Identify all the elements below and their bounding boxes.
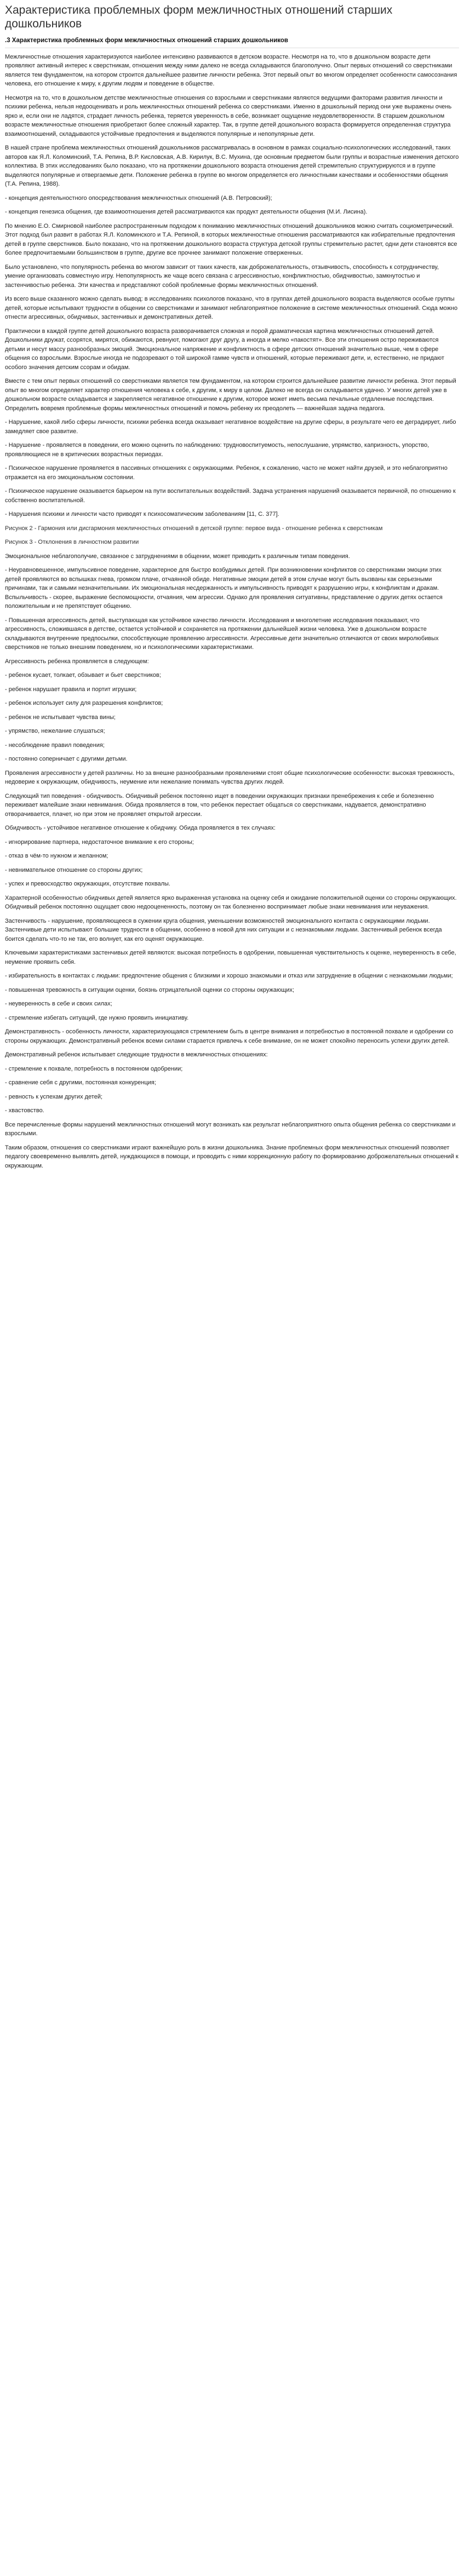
paragraph: Эмоциональное неблагополучие, связанное с затруднениями в общении, может приводить к различным типам поведения. — [5, 553, 350, 560]
paragraph: Демонстративный ребенок испытывает следующие трудности в межличностных отношениях: — [5, 1051, 268, 1059]
paragraph: - концепция генезиса общения, где взаимоотношения детей рассматриваются как продукт деятельности общения (М.И. Лисина). — [5, 209, 368, 216]
paragraph: - ребенок кусает, толкает, обзывает и бьет сверстников; — [5, 672, 161, 679]
paragraph: - игнорирование партнера, недостаточное внимание к его стороны; — [5, 838, 194, 846]
paragraph: - концепция деятельностного опосредствования межличностных отношений (А.В. Петровский); — [5, 194, 272, 202]
paragraph: - упрямство, нежелание слушаться; — [5, 728, 105, 735]
paragraph: Демонстративность - особенность личности, характеризующаяся стремлением быть в центре внимания и потребностью в постоянной похвале и одобрении со стороны окружающих. Демонстративный ребенок всеми силами старается привлечь к себе внимание, он не может спокойно переносить успехи других детей. — [5, 1028, 454, 1044]
paragraph: По мнению Е.О. Смирновой наиболее распространенным подходом к пониманию межличностных отношений дошкольников можно считать социометрический. Этот подход был развит в работах Я.Л. Коломинского и Т.А. Репиной, в которых межличностные отношения рассматриваются как избирательные предпочтения детей в группе сверстников. Было показано, что на протяжении дошкольного возраста структура детской группы стремительно растет, одни дети становятся все более предпочитаемыми большинством в группе, другие все прочнее занимают положение отверженных. — [5, 222, 457, 257]
paragraph: - успех и превосходство окружающих, отсутствие похвалы. — [5, 881, 170, 888]
paragraph: Межличностные отношения характеризуются наиболее интенсивно развиваются в детском возрасте. Несмотря на то, что в дошкольном возрасте дети проявляют активный интерес к сверстникам, отношения между ними далеко не всегда складываются благополучно. Опыт первых отношений со сверстниками является тем фундаментом, на котором строится дальнейшее развитие личности ребенка. Этот первый опыт во многом определяет особенности самосознания человека, его отношение к миру, к другим людям и поведение в обществе. — [5, 53, 457, 88]
paragraph: - повышенная тревожность в ситуации оценки, боязнь отрицательной оценки со стороны окружающих; — [5, 986, 294, 993]
article-body — [5, 53, 459, 1171]
paragraph: - Неуравновешенное, импульсивное поведение, характерное для быстро возбудимых детей. При возникновении конфликтов со сверстниками эмоции этих детей проявляются во вспышках гнева, громком плаче, отчаянной обиде. Негативные эмоции детей в этом случае могут быть вызваны как серьезными причинами, так и самыми незначительными. Их эмоциональная несдержанность и импульсивность приводят к разрушению игры, к конфликтам и дракам. Вспыльчивость - скорее, выражение беспомощности, отчаяния, чем агрессии. Однако для проявления ситуативны, представление о других детях остается положительным и не препятствует общению. — [5, 567, 443, 610]
article — [0, 0, 464, 1170]
paragraph: Было установлено, что популярность ребенка во многом зависит от таких качеств, как доброжелательность, отзывчивость, способность к сотрудничеству, умение организовать совместную игру. Непопулярность же чаще всего связана с агрессивностью, конфликтностью, обидчивостью, замкнутостью и застенчивостью ребенка. Эти качества и представляют собой проблемные формы межличностных отношений. — [5, 263, 439, 289]
paragraph: Характерной особенностью обидчивых детей является ярко выраженная установка на оценку себя и ожидание положительной оценки со стороны окружающих. Обидчивый ребенок постоянно ощущает свою недооцененность, поэтому он так болезненно воспринимает любые знаки невнимания или неуважения. — [5, 894, 457, 911]
paragraph: - ревность к успехам других детей; — [5, 1093, 103, 1100]
figure-caption: Рисунок 2 - Гармония или дисгармония межличностных отношений в детской группе: первое вида - отношение ребенка к сверстникам — [5, 525, 383, 532]
paragraph: - несоблюдение правил поведения; — [5, 741, 105, 749]
paragraph: - Нарушения психики и личности часто приводят к психосоматическим заболеваниям [11, С. 377]. — [5, 511, 279, 518]
paragraph: Несмотря на то, что в дошкольном детстве межличностные отношения со взрослыми и сверстниками являются ведущими факторами развития личности и психики ребенка, нельзя недооценивать и роль межличностных отношений ребенка со сверстниками. Именно в дошкольный период они уже выражены очень ярко и, если они не ладятся, страдает личность ребенка, теряется уверенность в себе, возникает ощущение неудовлетворенности. В старшем дошкольном возрасте межличностные отношения приобретают более сложный характер. Так, в группе детей дошкольного возраста формируется определенная структура взаимоотношений, складываются устойчивые предпочтения и выделяются популярные и непопулярные дети. — [5, 94, 452, 137]
page-title: Характеристика проблемных форм межличностных отношений старших дошкольников — [5, 4, 393, 31]
paragraph: - постоянно соперничает с другими детьми. — [5, 756, 128, 763]
paragraph: - неуверенность в себе и своих силах; — [5, 1001, 112, 1008]
paragraph: Следующий тип поведения - обидчивость. Обидчивый ребенок постоянно ищет в поведении окружающих признаки пренебрежения к себе и болезненно переживает малейшие знаки невнимания. Обида проявляется в том, что ребенок перестает общаться со сверстниками, надувается, демонстративно отворачивается, плачет, но при этом не проявляет открытой агрессии. — [5, 792, 434, 818]
paragraph: - невнимательное отношение со стороны других; — [5, 866, 143, 873]
paragraph: Агрессивность ребенка проявляется в следующем: — [5, 658, 149, 665]
paragraph: - стремление избегать ситуаций, где нужно проявить инициативу. — [5, 1014, 189, 1021]
figure-caption: Рисунок 3 - Отклонения в личностном развитии — [5, 539, 139, 546]
paragraph: - сравнение себя с другими, постоянная конкуренция; — [5, 1079, 156, 1086]
paragraph: - ребенок не испытывает чувства вины; — [5, 714, 116, 721]
paragraph: Обидчивость - устойчивое негативное отношение к обидчику. Обида проявляется в тех случаях: — [5, 825, 276, 832]
paragraph: - Повышенная агрессивность детей, выступающая как устойчивое качество личности. Исследования и многолетние исследования показывают, что агрессивность, сложившаяся в детстве, остается устойчивой и сохраняется на протяжении дальнейшей жизни человека. Уже в дошкольном возрасте складываются внутренние предпосылки, способствующие проявлению агрессивности. Агрессивные дети значительно отличаются от своих миролюбивых сверстников не только внешним поведением, но и психологическими характеристиками. — [5, 617, 439, 651]
paragraph: Ключевыми характеристиками застенчивых детей являются: высокая потребность в одобрении, повышенная чувствительность к оценке, неуверенность в себе, неумение проявить себя. — [5, 950, 456, 965]
paragraph: - Психическое нарушение проявляется в пассивных отношениях с окружающими. Ребенок, к сожалению, часто не может найти друзей, и это неблагоприятно отражается на его эмоциональном состоянии. — [5, 465, 448, 481]
paragraph: Вместе с тем опыт первых отношений со сверстниками является тем фундаментом, на котором строится дальнейшее развитие личности ребенка. Этот первый опыт во многом определяет характер отношения человека к себе, к другим, к миру в целом. Далеко не всегда он складывается удачно. У многих детей уже в дошкольном возрасте складывается и закрепляется негативное отношение к другим, которое может иметь весьма печальные отдаленные последствия. Определить вовремя проблемные формы межличностных отношений и помочь ребенку их преодолеть — важнейшая задача педагога. — [5, 378, 456, 412]
paragraph: Все перечисленные формы нарушений межличностных отношений могут возникать как результат неблагоприятного опыта общения ребенка со сверстниками и взрослыми. — [5, 1121, 456, 1137]
paragraph: - хвастовство. — [5, 1107, 44, 1114]
paragraph: - Психическое нарушение оказывается барьером на пути воспитательных воздействий. Задача устранения нарушений оказывается первичной, по отношению к собственно воспитательной. — [5, 488, 456, 504]
paragraph: Из всего выше сказанного можно сделать вывод: в исследованиях психологов показано, что в группах детей дошкольного возраста выделяются особые группы детей, которые испытывают трудности в общении со сверстниками и занимают неблагоприятное положение в системе межличностных отношений. Сюда можно отнести агрессивных, обидчивых, застенчивых и демонстративных детей. — [5, 296, 458, 321]
paragraph: Таким образом, отношения со сверстниками играют важнейшую роль в жизни дошкольника. Знание проблемных форм межличностных отношений позволяет педагогу своевременно выявлять детей, нуждающихся в помощи, и проводить с ними коррекционную работу по формированию доброжелательных отношений к окружающим. — [5, 1144, 459, 1169]
paragraph: - стремление к похвале, потребность в постоянном одобрении; — [5, 1065, 183, 1072]
paragraph: - Нарушение, какой либо сферы личности, психики ребенка всегда оказывает негативное воздействие на другие сферы, в результате чего ее деградирует, либо замедляет свое развитие. — [5, 419, 456, 435]
paragraph: - ребенок использует силу для разрешения конфликтов; — [5, 700, 163, 707]
paragraph: Проявления агрессивности у детей различны. Но за внешне разнообразными проявлениями стоят общие психологические особенности: высокая тревожность, недоверие к окружающим, обидчивость, неумение или нежелание понимать чувства других людей. — [5, 769, 455, 786]
section-heading: .3 Характеристика проблемных форм межличностных отношений старших дошкольников — [5, 36, 459, 48]
paragraph: - отказ в чём-то нужном и желанном; — [5, 853, 108, 860]
paragraph: - избирательность в контактах с людьми: предпочтение общения с близкими и хорошо знакомыми и отказ или затруднение в общении с незнакомыми людьми; — [5, 973, 453, 980]
paragraph: В нашей стране проблема межличностных отношений дошкольников рассматривалась в основном в рамках социально-психологических исследований, таких авторов как Я.Л. Коломинский, Т.А. Репина, В.Р. Кисловская, А.В. Кирилук, В.С. Мухина, где основным предметом были группы и возрастные изменения детского коллектива. В этих исследованиях было показано, что на протяжении дошкольного возраста отношения детей стремительно структурируются и в группе выделяются популярные и отвергаемые дети. Положение ребенка в группе во многом определяется его личностными качествами и особенностями общения (Т.А. Репина, 1988). — [5, 145, 459, 188]
paragraph: Практически в каждой группе детей дошкольного возраста разворачивается сложная и порой драматическая картина межличностных отношений детей. Дошкольники дружат, ссорятся, мирятся, обижаются, ревнуют, помогают друг другу, а иногда и мелко «пакостят». Все эти отношения остро переживаются детьми и несут массу разнообразных эмоций. Эмоциональное напряжение и конфликтность в сфере детских отношений значительно выше, чем в сфере общения со взрослыми. Взрослые иногда не подозревают о той широкой гамме чувств и отношений, которые переживают дети, и, естественно, не придают особого значения детским ссорам и обидам. — [5, 327, 444, 371]
paragraph: Застенчивость - нарушение, проявляющееся в сужении круга общения, уменьшении возможностей эмоционального контакта с окружающими людьми. Застенчивые дети испытывают большие трудности в общении, особенно в новой для них ситуации и с незнакомыми людьми. Застенчивый ребенок всегда боится сделать что-то не так, его волнует, как его оценят окружающие. — [5, 917, 442, 942]
paragraph: - Нарушение - проявляется в поведении, его можно оценить по наблюдению: трудновоспитуемость, непослушание, упрямство, капризность, упорство, проявляющиеся не в критических возрастных периодах. — [5, 442, 429, 458]
paragraph: - ребенок нарушает правила и портит игрушки; — [5, 686, 137, 693]
